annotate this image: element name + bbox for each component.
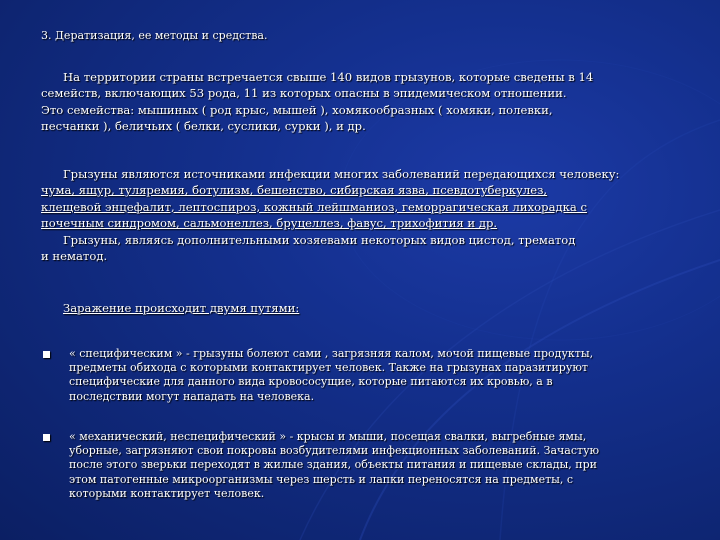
paragraph-line: Грызуны, являясь дополнительными хозяевами некоторых видов цистод, трематод bbox=[63, 232, 576, 247]
bullet-line: « механический, неспецифический » - крысы и мыши, посещая свалки, выгребные ямы, bbox=[69, 430, 587, 443]
bullet-line: последствии могут нападать на человека. bbox=[69, 389, 315, 403]
bullet-line: которыми контактирует человек. bbox=[69, 486, 265, 500]
infection-heading-text: Заражение происходит двумя путями: bbox=[63, 301, 300, 315]
paragraph-line-underlined: чума, ящур, туляремия, ботулизм, бешенство, сибирская язва, псевдотуберкулез, bbox=[41, 183, 548, 198]
bullet-line: этом патогенные микроорганизмы через шерсть и лапки переносятся на предметы, с bbox=[69, 472, 574, 486]
bullet-line: уборные, загрязняют свои покровы возбудителями инфекционных заболеваний. Зачастую bbox=[69, 444, 600, 458]
paragraph-line-underlined: клещевой энцефалит, лептоспироз, кожный лейшманиоз, геморрагическая лихорадка с bbox=[41, 199, 587, 214]
paragraph-line-underlined: почечным синдромом, сальмонеллез, бруцеллез, фавус, трихофития и др. bbox=[41, 216, 498, 231]
slide-title: 3. Дератизация, ее методы и средства. bbox=[41, 29, 268, 42]
infection-heading bbox=[41, 300, 681, 316]
paragraph-rodent-species bbox=[41, 69, 681, 135]
paragraph-line: Это семейства: мышиных ( род крыс, мышей ), хомякообразных ( хомяки, полевки, bbox=[41, 102, 553, 117]
bullet-line: предметы обихода с которыми контактирует человек. Также на грызунах паразитируют bbox=[69, 361, 588, 375]
bullet-line: после этого зверьки переходят в жилые здания, объекты питания и пищевые склады, при bbox=[69, 458, 597, 472]
paragraph-line: семейств, включающих 53 рода, 11 из которых опасны в эпидемическом отношении. bbox=[41, 86, 567, 101]
paragraph-line: На территории страны встречается свыше 140 видов грызунов, которые сведены в 14 bbox=[63, 70, 594, 84]
paragraph-line: песчанки ), беличьих ( белки, суслики, сурки ), и др. bbox=[41, 119, 366, 134]
bullet-text bbox=[69, 430, 689, 501]
bullet-line: « специфическим » - грызуны болеют сами , загрязняя калом, мочой пищевые продукты, bbox=[69, 347, 594, 360]
bullet-line: специфические для данного вида кровососущие, которые питаются их кровью, а в bbox=[69, 375, 553, 389]
square-bullet-icon bbox=[43, 434, 50, 441]
paragraph-line: и нематод. bbox=[41, 249, 108, 264]
bullet-text bbox=[69, 347, 689, 404]
paragraph-line: Грызуны являются источниками инфекции многих заболеваний передающихся человеку: bbox=[63, 167, 620, 181]
paragraph-diseases bbox=[41, 166, 681, 264]
square-bullet-icon bbox=[43, 351, 50, 358]
